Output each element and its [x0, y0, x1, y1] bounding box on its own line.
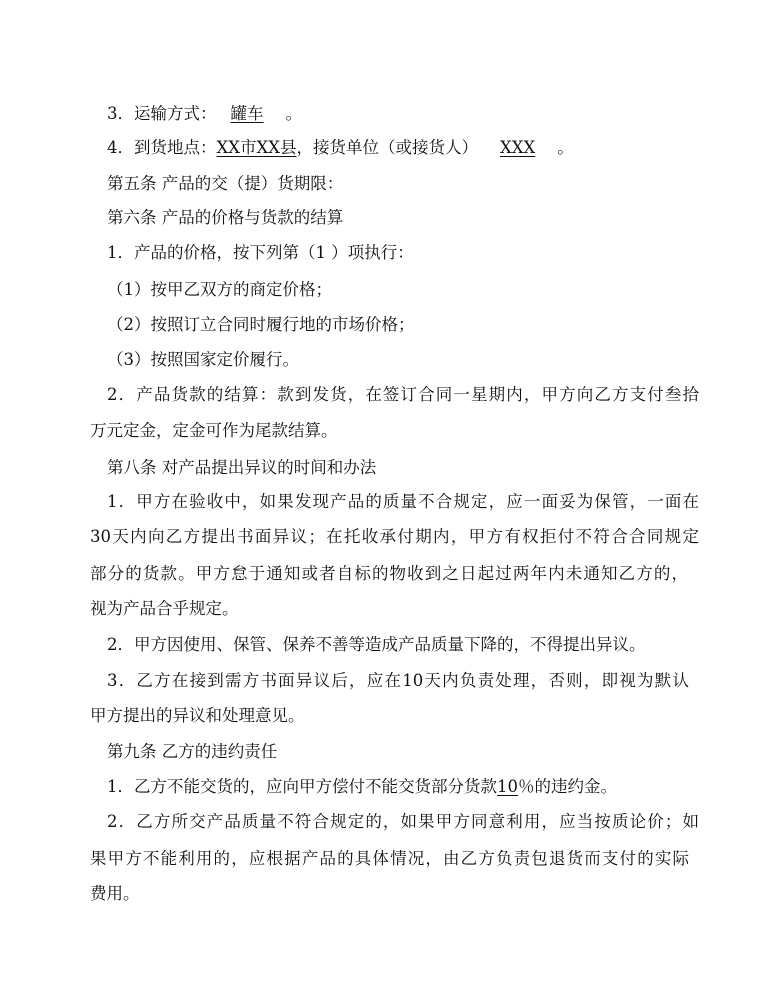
- price-option-2: （2）按照订立合同时履行地的市场价格；: [107, 315, 415, 334]
- liability-clause-1-suffix: ％的违约金。: [518, 777, 617, 796]
- liability-clause-2-line-3: 费用。: [90, 884, 140, 903]
- delivery-place-label: 4．到货地点：: [107, 138, 217, 157]
- objection-clause-1-line-1: 1．甲方在验收中，如果发现产品的质量不合规定，应一面妥为保管，一面在: [107, 492, 699, 511]
- objection-clause-3-line-1: 3．乙方在接到需方书面异议后，应在10天内负责处理，否则，即视为默认: [107, 671, 689, 690]
- price-option-1: （1）按甲乙双方的商定价格；: [107, 280, 332, 299]
- settlement-clause-line-1: 2．产品货款的结算：款到发货，在签订合同一星期内，甲方向乙方支付叁拾: [107, 385, 699, 404]
- price-option-3: （3）按照国家定价履行。: [107, 350, 299, 369]
- transport-method-suffix: 。: [285, 104, 302, 123]
- article-5-heading: 第五条 产品的交（提）货期限：: [107, 174, 344, 193]
- delivery-place-suffix: 。: [557, 138, 574, 157]
- delivery-place-value: XX市XX县: [216, 138, 297, 157]
- liability-clause-2-line-1: 2．乙方所交产品质量不符合规定的，如果甲方同意利用，应当按质论价；如: [107, 812, 699, 831]
- objection-clause-3-line-2: 甲方提出的异议和处理意见。: [90, 706, 305, 725]
- objection-clause-1-line-4: 视为产品合乎规定。: [90, 599, 239, 618]
- transport-method-value: 罐车: [230, 104, 264, 123]
- consignee-value: XXX: [500, 138, 536, 157]
- objection-clause-1-line-3: 部分的货款。甲方怠于通知或者自标的物收到之日起过两年内未通知乙方的，: [90, 564, 688, 583]
- article-8-heading: 第八条 对产品提出异议的时间和办法: [107, 458, 377, 477]
- clause-transport-method: [107, 103, 302, 125]
- price-clause: 1．产品的价格，按下列第（1 ）项执行：: [107, 243, 414, 262]
- article-6-heading: 第六条 产品的价格与货款的结算: [107, 208, 344, 227]
- clause-delivery-place: [107, 137, 574, 159]
- objection-clause-2: 2．甲方因使用、保管、保养不善等造成产品质量下降的，不得提出异议。: [107, 635, 646, 654]
- liability-clause-1: [107, 776, 617, 798]
- transport-method-label: 3．运输方式：: [107, 104, 217, 123]
- liability-clause-1-text: 1．乙方不能交货的，应向甲方偿付不能交货部分货款: [107, 777, 497, 796]
- penalty-percent-value: 10: [497, 777, 518, 796]
- consignee-label: ，接货单位（或接货人）: [296, 138, 478, 157]
- objection-clause-1-line-2: 30天内向乙方提出书面异议；在托收承付期内，甲方有权拒付不符合合同规定: [90, 527, 699, 546]
- settlement-clause-line-2: 万元定金，定金可作为尾款结算。: [90, 421, 338, 440]
- article-9-heading: 第九条 乙方的违约责任: [107, 742, 278, 761]
- liability-clause-2-line-2: 果甲方不能利用的，应根据产品的具体情况，由乙方负责包退货而支付的实际: [90, 849, 689, 868]
